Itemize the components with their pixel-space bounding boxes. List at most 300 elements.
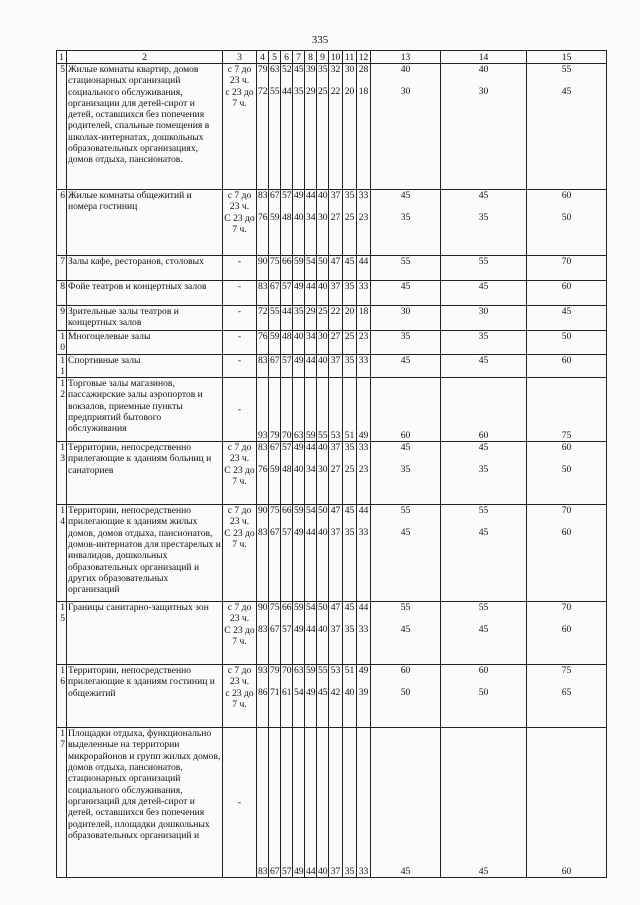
octave-value: 27 — [329, 331, 343, 355]
octave-value-period: 63 — [270, 64, 280, 75]
la-value-period: 45 — [400, 442, 411, 454]
octave-value — [281, 505, 293, 602]
octave-value-period: 66 — [282, 505, 292, 517]
octave-value-period: 30 — [318, 212, 328, 224]
octave-value: 49 — [357, 378, 371, 442]
row-number: 9 — [57, 306, 67, 331]
la-max-value-period: 60 — [561, 442, 572, 454]
octave-value: 66 — [281, 256, 293, 281]
octave-value: 25 — [343, 331, 357, 355]
octave-value-period: 63 — [294, 665, 304, 677]
octave-value-period: 34 — [306, 464, 316, 476]
la-eq-value — [441, 190, 527, 256]
octave-value: 44 — [305, 728, 317, 878]
octave-value — [269, 190, 281, 256]
octave-value-period: 53 — [330, 665, 341, 677]
octave-value: 70 — [281, 378, 293, 442]
la-eq-value — [441, 64, 527, 190]
time-period — [223, 505, 257, 602]
octave-value — [357, 190, 371, 256]
octave-value-period: 79 — [270, 665, 280, 677]
octave-value — [357, 505, 371, 602]
octave-value-period: 75 — [270, 505, 280, 517]
octave-value: 33 — [357, 354, 371, 378]
octave-value-period: 33 — [358, 190, 369, 201]
octave-value-period: 45 — [294, 64, 304, 75]
time-period-period: с 7 до 23 ч. — [227, 505, 252, 528]
octave-value: 55 — [317, 378, 329, 442]
header-cell: 3 — [223, 51, 257, 64]
la-value-period: 50 — [400, 687, 411, 699]
octave-value — [305, 442, 317, 505]
octave-value-period: 93 — [258, 665, 268, 677]
row-name: Границы санитарно-защитных зон — [67, 602, 223, 665]
header-cell: 1 — [57, 51, 67, 64]
octave-value — [257, 602, 269, 665]
la-eq-value-period: 35 — [478, 464, 489, 476]
time-period-period: с 7 до 23 ч. — [227, 190, 252, 213]
octave-value-period: 33 — [358, 527, 369, 539]
octave-value-period: 55 — [318, 665, 328, 677]
octave-value — [281, 190, 293, 256]
octave-value-period: 23 — [358, 212, 369, 224]
octave-value-period: 49 — [294, 624, 304, 636]
octave-value: 44 — [281, 306, 293, 331]
octave-value-period: 79 — [258, 64, 268, 75]
octave-value: 57 — [281, 281, 293, 306]
octave-value-period: 35 — [344, 527, 355, 539]
octave-value — [357, 64, 371, 190]
octave-value-period: 59 — [294, 505, 304, 517]
octave-value — [343, 442, 357, 505]
octave-value: 44 — [357, 256, 371, 281]
octave-value — [281, 602, 293, 665]
octave-value-period: 83 — [258, 624, 268, 636]
octave-value-period: 35 — [294, 86, 304, 98]
la-max-value-period: 70 — [561, 505, 572, 517]
octave-value-period: 57 — [282, 527, 292, 539]
la-eq-value: 60 — [441, 378, 527, 442]
octave-value — [293, 602, 305, 665]
octave-value-period: 40 — [318, 190, 328, 201]
octave-value-period: 44 — [358, 505, 369, 517]
la-max-value — [527, 505, 607, 602]
time-period: - — [223, 281, 257, 306]
octave-value-period: 57 — [282, 624, 292, 636]
la-max-value-period: 55 — [561, 64, 572, 75]
la-max-value — [527, 442, 607, 505]
table-row — [57, 728, 607, 878]
time-period-period: с 7 до 23 ч. — [227, 442, 252, 465]
row-name: Жилые комнаты квартир, домов стационарных организаций социального обслуживания, организации для детей-сирот и детей, оставшихся без попечения родителей, спальные помещения в школах-интернатах, дошкольных образовательных организациях, домов отдыха, пансионатов. — [67, 64, 223, 190]
octave-value-period: 45 — [318, 687, 328, 699]
octave-value-period: 83 — [258, 527, 268, 539]
table-row — [57, 665, 607, 728]
octave-value-period: 18 — [358, 86, 369, 98]
la-max-value-period: 45 — [561, 86, 572, 98]
octave-value: 44 — [305, 354, 317, 378]
octave-value — [329, 665, 343, 728]
la-eq-value — [441, 665, 527, 728]
table-row — [57, 602, 607, 665]
la-value — [371, 64, 441, 190]
octave-value-period: 29 — [306, 86, 316, 98]
octave-value-period: 45 — [344, 505, 355, 517]
time-period-period: с 23 до 7 ч. — [225, 687, 254, 711]
la-max-value: 60 — [527, 281, 607, 306]
la-eq-value-period: 45 — [478, 527, 489, 539]
header-cell: 9 — [317, 51, 329, 64]
la-value: 45 — [371, 728, 441, 878]
la-eq-value-period: 30 — [478, 86, 489, 98]
octave-value-period: 48 — [282, 212, 292, 224]
octave-value — [269, 602, 281, 665]
octave-value-period: 90 — [258, 602, 268, 614]
octave-value — [305, 602, 317, 665]
row-number: 15 — [57, 602, 67, 665]
octave-value: 33 — [357, 728, 371, 878]
octave-value — [257, 442, 269, 505]
octave-value-period: 27 — [330, 464, 341, 476]
la-max-value-period: 75 — [561, 665, 572, 677]
octave-value: 55 — [269, 306, 281, 331]
la-eq-value-period: 35 — [478, 212, 489, 224]
la-value-period: 45 — [400, 624, 411, 636]
table-row — [57, 64, 607, 190]
la-value — [371, 665, 441, 728]
la-max-value — [527, 64, 607, 190]
la-max-value-period: 70 — [561, 602, 572, 614]
octave-value: 35 — [293, 306, 305, 331]
time-period: - — [223, 354, 257, 378]
octave-value-period: 49 — [294, 442, 304, 454]
header-cell: 13 — [371, 51, 441, 64]
octave-value-period: 71 — [270, 687, 280, 699]
octave-value — [317, 505, 329, 602]
la-eq-value-period: 60 — [478, 665, 489, 677]
octave-value: 57 — [281, 354, 293, 378]
la-value-period: 45 — [400, 190, 411, 201]
page-number: 335 — [311, 34, 329, 46]
octave-value-period: 67 — [270, 190, 280, 201]
octave-value — [293, 190, 305, 256]
octave-value-period: 35 — [344, 442, 355, 454]
row-name: Спортивные залы — [67, 354, 223, 378]
octave-value: 59 — [269, 331, 281, 355]
octave-value-period: 57 — [282, 190, 292, 201]
octave-value: 44 — [305, 281, 317, 306]
time-period — [223, 190, 257, 256]
la-value: 30 — [371, 306, 441, 331]
la-value — [371, 190, 441, 256]
octave-value-period: 44 — [306, 527, 316, 539]
octave-value — [269, 505, 281, 602]
octave-value: 30 — [317, 331, 329, 355]
octave-value-period: 54 — [294, 687, 304, 699]
la-eq-value: 45 — [441, 281, 527, 306]
row-number: 11 — [57, 354, 67, 378]
la-max-value: 50 — [527, 331, 607, 355]
row-number: 14 — [57, 505, 67, 602]
octave-value-period: 30 — [318, 464, 328, 476]
octave-value-period: 66 — [282, 602, 292, 614]
octave-value-period: 75 — [270, 602, 280, 614]
la-eq-value: 35 — [441, 331, 527, 355]
octave-value — [317, 190, 329, 256]
octave-value: 49 — [293, 728, 305, 878]
time-period — [223, 665, 257, 728]
table-row — [57, 190, 607, 256]
octave-value: 37 — [329, 354, 343, 378]
row-name: Территории, непосредственно прилегающие к зданиям больниц и санаториев — [67, 442, 223, 505]
octave-value-period: 47 — [330, 602, 341, 614]
time-period-period: С 23 до 7 ч. — [224, 464, 255, 488]
la-value: 60 — [371, 378, 441, 442]
octave-value-period: 59 — [270, 464, 280, 476]
la-max-value — [527, 190, 607, 256]
row-number: 12 — [57, 378, 67, 442]
octave-value — [343, 602, 357, 665]
octave-value-period: 39 — [358, 687, 369, 699]
table-row — [57, 331, 607, 355]
octave-value-period: 48 — [282, 464, 292, 476]
la-max-value: 75 — [527, 378, 607, 442]
la-max-value: 70 — [527, 256, 607, 281]
octave-value-period: 72 — [258, 86, 268, 98]
la-value-period: 35 — [400, 464, 411, 476]
header-cell: 8 — [305, 51, 317, 64]
octave-value-period: 57 — [282, 442, 292, 454]
octave-value-period: 22 — [330, 86, 341, 98]
octave-value: 53 — [329, 378, 343, 442]
octave-value — [305, 505, 317, 602]
octave-value — [343, 665, 357, 728]
octave-value-period: 39 — [306, 64, 316, 75]
octave-value-period: 20 — [344, 86, 355, 98]
octave-value: 29 — [305, 306, 317, 331]
la-max-value — [527, 602, 607, 665]
time-period — [223, 602, 257, 665]
la-value: 55 — [371, 256, 441, 281]
octave-value: 49 — [293, 354, 305, 378]
octave-value: 40 — [317, 354, 329, 378]
row-name: Жилые комнаты общежитий и номера гостиниц — [67, 190, 223, 256]
octave-value: 75 — [269, 256, 281, 281]
octave-value-period: 90 — [258, 505, 268, 517]
la-value: 45 — [371, 281, 441, 306]
header-cell: 11 — [343, 51, 357, 64]
la-value: 35 — [371, 331, 441, 355]
octave-value-period: 28 — [358, 64, 369, 75]
la-eq-value: 55 — [441, 256, 527, 281]
octave-value-period: 30 — [344, 64, 355, 75]
la-max-value-period: 65 — [561, 687, 572, 699]
octave-value-period: 86 — [258, 687, 268, 699]
octave-value-period: 52 — [282, 64, 292, 75]
octave-value-period: 42 — [330, 687, 341, 699]
octave-value — [329, 190, 343, 256]
octave-value: 25 — [317, 306, 329, 331]
octave-value: 79 — [269, 378, 281, 442]
time-period-period: с 7 до 23 ч. — [227, 64, 252, 87]
la-value-period: 30 — [400, 86, 411, 98]
octave-value-period: 76 — [258, 212, 268, 224]
row-name: Фойе театров и концертных залов — [67, 281, 223, 306]
octave-value: 20 — [343, 306, 357, 331]
octave-value: 76 — [257, 331, 269, 355]
octave-value — [317, 665, 329, 728]
octave-value — [343, 190, 357, 256]
time-period: - — [223, 306, 257, 331]
octave-value-period: 44 — [306, 624, 316, 636]
octave-value — [293, 505, 305, 602]
octave-value — [317, 442, 329, 505]
la-eq-value — [441, 602, 527, 665]
time-period-period: С 23 до 7 ч. — [224, 624, 255, 648]
octave-value — [357, 665, 371, 728]
la-max-value: 60 — [527, 354, 607, 378]
octave-value: 37 — [329, 281, 343, 306]
octave-value — [269, 64, 281, 190]
octave-value-period: 35 — [318, 64, 328, 75]
octave-value: 83 — [257, 281, 269, 306]
octave-value-period: 23 — [358, 464, 369, 476]
octave-value: 67 — [269, 354, 281, 378]
header-cell: 12 — [357, 51, 371, 64]
octave-value-period: 32 — [330, 64, 341, 75]
octave-value: 63 — [293, 378, 305, 442]
octave-value: 93 — [257, 378, 269, 442]
octave-value — [305, 190, 317, 256]
row-name: Многоцелевые залы — [67, 331, 223, 355]
octave-value — [293, 665, 305, 728]
octave-value-period: 49 — [294, 527, 304, 539]
octave-value — [343, 505, 357, 602]
octave-value — [305, 665, 317, 728]
octave-value-period: 83 — [258, 442, 268, 454]
la-eq-value-period: 45 — [478, 624, 489, 636]
la-value — [371, 602, 441, 665]
octave-value — [329, 505, 343, 602]
octave-value: 67 — [269, 728, 281, 878]
la-max-value-period: 60 — [561, 190, 572, 201]
la-max-value-period: 60 — [561, 624, 572, 636]
octave-value-period: 55 — [270, 86, 280, 98]
octave-value-period: 40 — [294, 212, 304, 224]
octave-value-period: 37 — [330, 624, 341, 636]
row-name: Торговые залы магазинов, пассажирские залы аэропортов и вокзалов, приемные пункты предприятий бытового обслуживания — [67, 378, 223, 442]
time-period: - — [223, 256, 257, 281]
octave-value-period: 44 — [306, 190, 316, 201]
la-value-period: 45 — [400, 527, 411, 539]
table-row — [57, 378, 607, 442]
octave-value — [357, 602, 371, 665]
octave-value — [293, 442, 305, 505]
la-eq-value — [441, 442, 527, 505]
la-max-value: 60 — [527, 728, 607, 878]
octave-value: 90 — [257, 256, 269, 281]
row-name: Залы кафе, ресторанов, столовых — [67, 256, 223, 281]
header-cell: 4 — [257, 51, 269, 64]
octave-value — [357, 442, 371, 505]
octave-value-period: 76 — [258, 464, 268, 476]
time-period-period: С 23 до 7 ч. — [224, 527, 255, 551]
octave-value-period: 59 — [270, 212, 280, 224]
octave-value-period: 25 — [318, 86, 328, 98]
octave-value-period: 35 — [344, 190, 355, 201]
octave-value-period: 67 — [270, 527, 280, 539]
la-max-value-period: 50 — [561, 464, 572, 476]
octave-value-period: 49 — [294, 190, 304, 201]
time-period: - — [223, 331, 257, 355]
header-cell: 10 — [329, 51, 343, 64]
octave-value-period: 49 — [306, 687, 316, 699]
octave-value — [317, 64, 329, 190]
octave-value-period: 51 — [344, 665, 355, 677]
octave-value-period: 33 — [358, 442, 369, 454]
row-number: 8 — [57, 281, 67, 306]
time-period-period: С 23 до 7 ч. — [224, 212, 255, 235]
header-cell: 2 — [67, 51, 223, 64]
header-cell: 7 — [293, 51, 305, 64]
la-value-period: 35 — [400, 212, 411, 224]
octave-value — [343, 64, 357, 190]
row-number: 17 — [57, 728, 67, 878]
octave-value — [281, 665, 293, 728]
octave-value: 83 — [257, 728, 269, 878]
table-row — [57, 281, 607, 306]
octave-value: 51 — [343, 378, 357, 442]
row-number: 6 — [57, 190, 67, 256]
la-eq-value-period: 45 — [478, 190, 489, 201]
octave-value-period: 59 — [294, 602, 304, 614]
octave-value: 50 — [317, 256, 329, 281]
octave-value — [257, 505, 269, 602]
octave-value: 40 — [317, 281, 329, 306]
octave-value-period: 44 — [306, 442, 316, 454]
octave-value — [257, 190, 269, 256]
octave-value-period: 25 — [344, 212, 355, 224]
row-name: Территории, непосредственно прилегающие к зданиям жилых домов, домов отдыха, пансионатов, домов-интернатов для престарелых и инвалидов, дошкольных образовательных организаций и других образовательных организаций — [67, 505, 223, 602]
octave-value: 57 — [281, 728, 293, 878]
octave-value: 54 — [305, 256, 317, 281]
table-row — [57, 306, 607, 331]
time-period: - — [223, 378, 257, 442]
la-value-period: 55 — [400, 602, 411, 614]
octave-value: 59 — [293, 256, 305, 281]
octave-value: 37 — [329, 728, 343, 878]
row-name: Зрительные залы театров и концертных залов — [67, 306, 223, 331]
octave-value: 48 — [281, 331, 293, 355]
table-row — [57, 354, 607, 378]
time-period — [223, 64, 257, 190]
octave-value-period: 33 — [358, 624, 369, 636]
la-value-period: 40 — [400, 64, 411, 75]
octave-value-period: 40 — [318, 442, 328, 454]
octave-value-period: 67 — [270, 442, 280, 454]
table-row — [57, 256, 607, 281]
octave-value: 33 — [357, 281, 371, 306]
octave-value: 49 — [293, 281, 305, 306]
octave-value: 47 — [329, 256, 343, 281]
la-eq-value-period: 40 — [478, 64, 489, 75]
la-max-value-period: 50 — [561, 212, 572, 224]
octave-value-period: 44 — [282, 86, 292, 98]
octave-value — [329, 442, 343, 505]
row-number: 13 — [57, 442, 67, 505]
la-eq-value-period: 50 — [478, 687, 489, 699]
octave-value-period: 49 — [358, 665, 369, 677]
